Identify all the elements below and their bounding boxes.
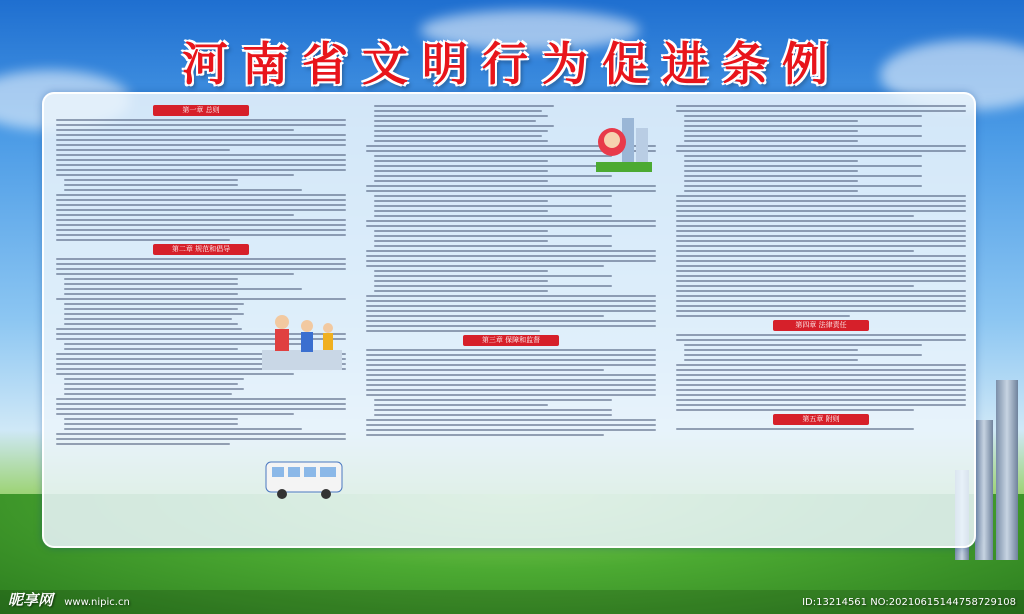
chapter-5-body (676, 428, 966, 430)
poster-title: 河南省文明行为促进条例 (182, 37, 842, 91)
pedestrian-illustration (262, 310, 342, 372)
column-2 (366, 102, 656, 538)
building-icon (996, 380, 1018, 560)
content-panel (42, 92, 976, 548)
site-logo (8, 589, 130, 610)
column-3 (676, 102, 966, 538)
building-icon (975, 420, 993, 560)
chapter-3-continued-body (676, 105, 966, 317)
civilization-mascot-illustration (592, 112, 656, 176)
watermark-bar (0, 590, 1024, 614)
chapter-1-body (56, 119, 346, 241)
chapter-3-heading: 第三章 保障和监督 (463, 335, 559, 346)
chapter-5-heading: 第五章 附则 (773, 414, 869, 425)
chapter-3-body (366, 349, 656, 436)
site-url: www.nipic.cn (64, 597, 130, 608)
column-1 (56, 102, 346, 538)
site-name: 昵享网 (8, 591, 54, 609)
chapter-4-heading: 第四章 法律责任 (773, 320, 869, 331)
chapter-1-heading: 第一章 总则 (153, 105, 249, 116)
image-id-text: ID:13214561 NO:20210615144758729108 (802, 597, 1016, 608)
chapter-4-body (676, 334, 966, 411)
chapter-2-heading: 第二章 规范和倡导 (153, 244, 249, 255)
bus-illustration (262, 454, 346, 502)
